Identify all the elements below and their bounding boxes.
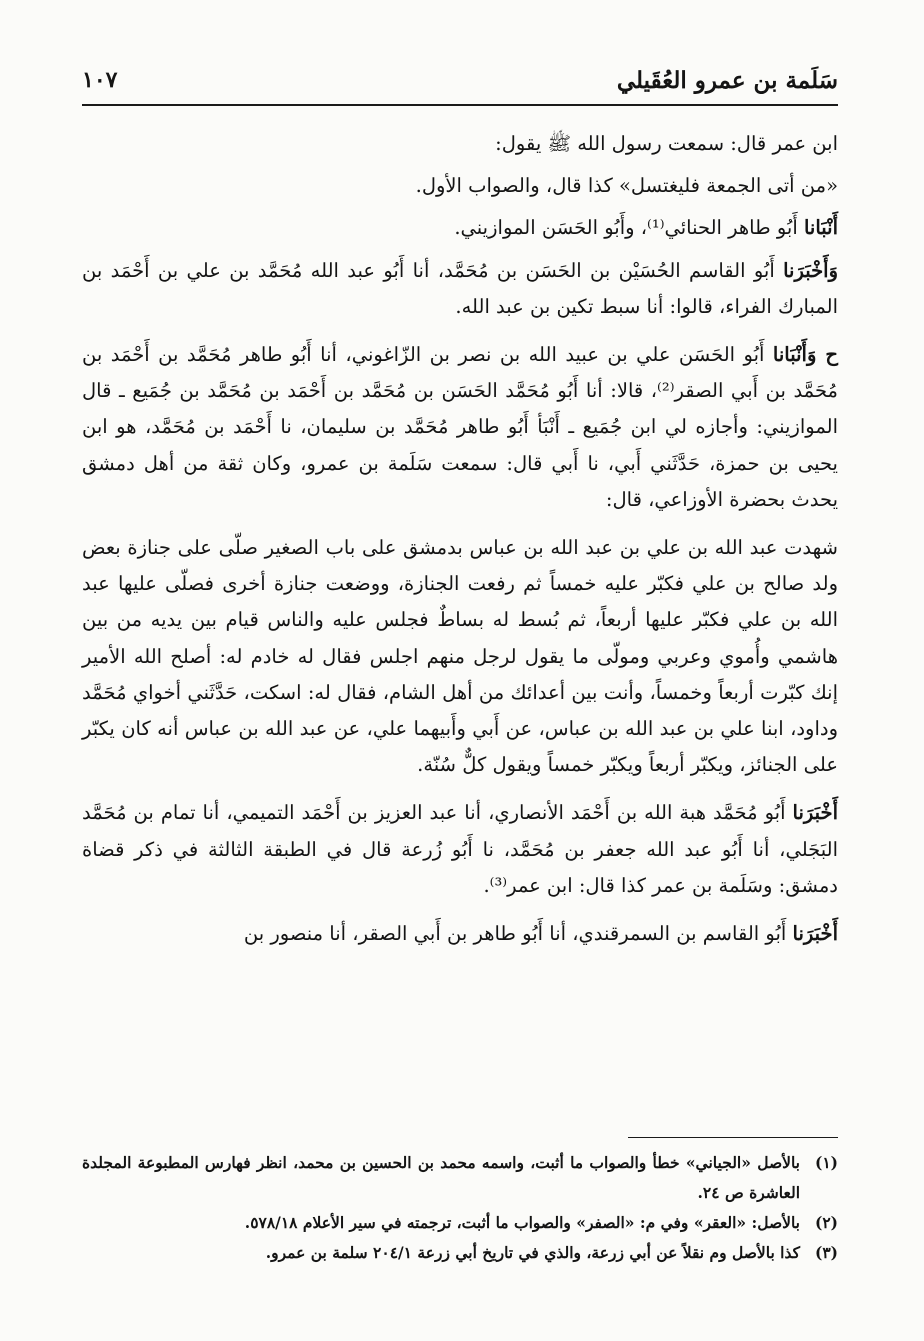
footnote-2 (82, 1208, 838, 1238)
paragraph-lead: ح وَأَنْبَانا (772, 343, 839, 367)
page-number: ١٠٧ (82, 67, 118, 93)
footnote-number: (٢) (814, 1213, 838, 1232)
paragraph-text: شهدت عبد الله بن علي بن عبد الله بن عباس بدمشق على باب الصغير صلّى على جنازة بعض ولد صالح بن علي فكبّر عليه خمساً ثم رفعت الجنازة، ووضعت جنازة أخرى فصلّى عليها عبد الله بن علي فكبّر عليها أربعاً، ثم بُسط له بساطٌ فجلس عليه والناس قيام بين يديه من بين هاشمي وأُموي وعربي ومولّى ما يقول لرجل منهم اجلس فقال له خادم له: أصلح الله الأمير إنك كبّرت أربعاً وخمساً، وأنت بين أعدائك من أهل الشام، فقال له: اسكت، حَدَّثَني أخواي مُحَمَّد وداود، ابنا علي بن عبد الله بن عباس، عن أَبي وأَبيهما علي، عن عبد الله بن عباس أنه كان يكبّر على الجنائز، ويكبّر أربعاً ويكبّر خمساً ويقول كلٌّ سُنّة. (82, 536, 838, 777)
footnote-text: كذا بالأصل وم نقلاً عن أبي زرعة، والذي في تاريخ أبي زرعة ٢٠٤/١ سلمة بن عمرو. (265, 1243, 800, 1262)
paragraph-text: أَبُو الحَسَن علي بن عبيد الله بن نصر بن الزّاغوني، أنا أَبُو طاهر مُحَمَّد بن أَحْمَد بن مُحَمَّد بن أَبي الصقر⁽²⁾، قالا: أنا أَبُو مُحَمَّد الحَسَن بن مُحَمَّد بن أَحْمَد بن مُحَمَّد بن جُمَيع ـ قال الموازيني: وأجازه لي ابن جُمَيع ـ أَنْبَأ أَبُو طاهر مُحَمَّد بن سليمان، نا أَحْمَد بن مُحَمَّد، هو ابن يحيى بن حمزة، حَدَّثَني أَبي، نا أَبي قال: سمعت سَلَمة بن عمرو، وكان ثقة من أهل دمشق يحدث بحضرة الأوزاعي، قال: (82, 343, 838, 511)
paragraph-5 (82, 337, 838, 518)
paragraph-lead: أَخْبَرَنا (792, 922, 838, 946)
main-text (82, 126, 838, 964)
footnote-number: (٣) (814, 1243, 838, 1262)
paragraph-lead: أَنْبَانا (803, 216, 838, 240)
paragraph-1 (82, 126, 838, 162)
paragraph-4 (82, 253, 838, 325)
footnote-1 (82, 1148, 838, 1208)
page-header (82, 58, 838, 102)
paragraph-text: ابن عمر قال: سمعت رسول الله ﷺ يقول: (495, 132, 838, 155)
running-title: سَلَمة بن عمرو العُقَيلي (616, 66, 838, 94)
paragraph-2 (82, 168, 838, 204)
footnotes (82, 1148, 838, 1268)
paragraph-text: أَبُو طاهر الحنائي⁽¹⁾، وأَبُو الحَسَن الموازيني. (454, 216, 798, 240)
footnote-text: بالأصل «الجياني» خطأ والصواب ما أثبت، واسمه محمد بن الحسين بن محمد، انظر فهارس المطبوعة المجلدة العاشرة ص ٢٤. (82, 1153, 800, 1202)
header-rule (82, 104, 838, 106)
paragraph-8 (82, 916, 838, 952)
paragraph-text: «من أتى الجمعة فليغتسل» كذا قال، والصواب الأول. (415, 174, 838, 198)
paragraph-text: أَبُو القاسم بن السمرقندي، أنا أَبُو طاهر بن أَبي الصقر، أنا منصور بن (243, 922, 787, 946)
paragraph-6 (82, 530, 838, 783)
footnote-number: (١) (814, 1153, 838, 1172)
paragraph-7 (82, 795, 838, 904)
footnote-text: بالأصل: «العقر» وفي م: «الصفر» والصواب ما أثبت، ترجمته في سير الأعلام ٥٧٨/١٨. (244, 1213, 800, 1232)
paragraph-text: أَبُو القاسم الحُسَيْن بن الحَسَن بن مُحَمَّد، أنا أَبُو عبد الله مُحَمَّد بن علي بن أَحْمَد بن المبارك الفراء، قالوا: أنا سبط تكين بن عبد الله. (82, 258, 838, 318)
footnote-3 (82, 1238, 838, 1268)
paragraph-lead: أَخْبَرَنا (792, 801, 838, 825)
paragraph-text: أَبُو مُحَمَّد هبة الله بن أَحْمَد الأنصاري، أنا عبد العزيز بن أَحْمَد التميمي، أنا تمام بن مُحَمَّد البَجَلي، أنا أَبُو عبد الله جعفر بن مُحَمَّد، نا أَبُو زُرعة قال في الطبقة الثالثة في ذكر قضاة دمشق: وسَلَمة بن عمر كذا قال: ابن عمر⁽³⁾. (82, 801, 838, 897)
paragraph-lead: وَأَخْبَرَنا (783, 258, 839, 282)
footnote-separator (628, 1137, 838, 1138)
paragraph-3 (82, 210, 838, 246)
